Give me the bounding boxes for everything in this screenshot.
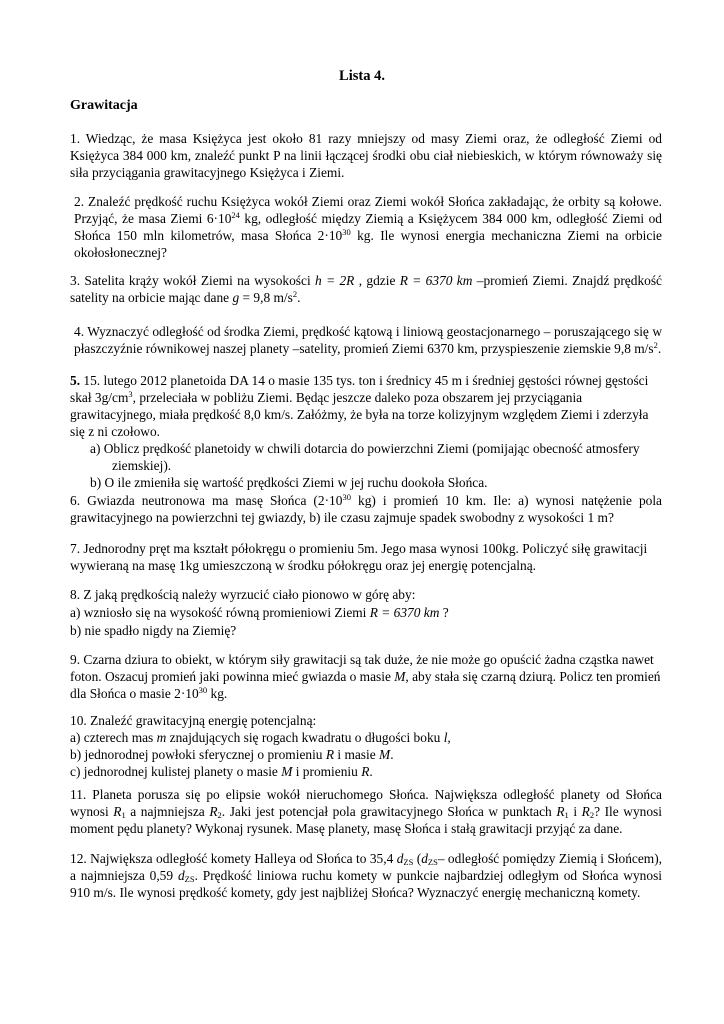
problem-3 — [70, 272, 662, 306]
problem-11-line-1: 11. Planeta porusza się po elipsie wokół nieruchomego Słońca. Największa odległość planety od Słońca — [70, 787, 662, 802]
problem-1-line-3: siła przyciągania grawitacyjnego Księżyca i Ziemi. — [70, 165, 345, 180]
problem-5 — [70, 372, 662, 440]
problem-1 — [70, 130, 662, 181]
problem-7-line-2: wywieraną na masę 1kg umieszczoną w środku półokręgu oraz jej energię potencjalną. — [70, 558, 537, 573]
problem-10-line-1: 10. Znaleźć grawitacyjną energię potencjalną: — [70, 713, 317, 728]
problem-5-line-3: grawitacyjnego, miała prędkość 8,0 km/s. Załóżmy, że była na torze kolizyjnym względem Ziemi i zderzyła — [70, 407, 649, 422]
problem-2-line-4: okołosłonecznej? — [74, 245, 167, 260]
problem-9-line-3: dla Słońca o masie $2\cdot 10^{30}$ kg. — [70, 685, 228, 701]
math-earth-radius: R = 6370 km — [399, 273, 473, 288]
problem-4-line-1: 4. Wyznaczyć odległość od środka Ziemi, prędkość kątową i liniową geostacjonarnego – poruszającego się w — [74, 324, 662, 339]
problem-9 — [70, 651, 662, 702]
problem-12-line-2: a najmniejsza 0,59 $d_{ZS}$. Prędkość liniowa ruchu komety w punkcie najbardziej odległym od Słońca wynosi — [70, 868, 662, 884]
problem-10 — [70, 712, 662, 780]
problem-10-item-a: a) czterech mas m znajdujących się rogach kwadratu o długości boku l, — [70, 730, 451, 745]
problem-3-line-1: 3. Satelita krąży wokół Ziemi na wysokości h = 2R , gdzie R = 6370 km –promień Ziemi. Znajdź prędkość — [70, 273, 662, 288]
problem-8-line-3: b) nie spadło nigdy na Ziemię? — [70, 623, 237, 638]
problem-1-line-2: Księżyca 384 000 km, znaleźć punkt P na linii łączącej środki obu ciał niebieskich, w którym równoważy się — [70, 148, 662, 163]
section-heading: Grawitacja — [70, 98, 138, 113]
math-earth-radius: R = 6370 km — [369, 605, 440, 620]
problem-2-line-2: Przyjąć, że masa Ziemi $6\cdot 10^{24}$ kg, odległość między Ziemią a Księżycem 384 000 km, odległość Ziemi od — [74, 210, 662, 226]
problem-10-item-b: b) jednorodnej powłoki sferycznej o promieniu R i masie M. — [70, 747, 394, 762]
problem-8-line-2: a) wzniosło się na wysokość równą promieniowi Ziemi R = 6370 km ? — [70, 605, 449, 620]
problem-5-item-b: b) O ile zmieniła się wartość prędkości Ziemi w jej ruchu dookoła Słońca. — [90, 475, 488, 490]
problem-7-line-1: 7. Jednorodny pręt ma kształt półokręgu o promieniu 5m. Jego masa wynosi 100kg. Policzyć siłę grawitacji — [70, 541, 648, 556]
problem-8-line-1: 8. Z jaką prędkością należy wyrzucić ciało pionowo w górę aby: — [70, 587, 416, 602]
problem-5-line-4: się z ni czołowo. — [70, 424, 160, 439]
problem-6-line-1: 6. Gwiazda neutronowa ma masę Słońca ($2\cdot 10^{30}$ kg) i promień 10 km. Ile: a) wynosi natężenie pola — [70, 492, 662, 508]
problem-5-item-a-cont: ziemskiej). — [112, 458, 172, 473]
problem-12-line-1: 12. Największa odległość komety Halleya od Słońca to 35,4 $d_{ZS}$ ($d_{ZS}-$ odległość pomiędzy Ziemią i Słońcem), — [70, 851, 663, 867]
problem-1-line-1: 1. Wiedząc, że masa Księżyca jest około 81 razy mniejszy od masy Ziemi oraz, że odległość Ziemi od — [70, 131, 662, 146]
problem-4 — [74, 323, 662, 357]
problem-2-line-1: 2. Znaleźć prędkość ruchu Księżyca wokół Ziemi oraz Ziemi wokół Słońca zakładając, że orbity są kołowe. — [74, 194, 662, 209]
problem-5-line-2: skał $3g/cm^3$, przeleciała w pobliżu Ziemi. Będąc jeszcze daleko poza obszarem jej przyciągania — [70, 389, 583, 405]
problem-5-line-1: 5. 15. lutego 2012 planetoida DA 14 o masie 135 tys. ton i średnicy 45 m i średniej gęstości równej gęstości — [70, 373, 649, 388]
problem-9-line-2: foton. Oszacuj promień jaki powinna mieć gwiazda o masie M, aby stała się czarną dziurą. Policz ten promień — [70, 669, 661, 684]
problem-6-line-2: grawitacyjnego na powierzchni tej gwiazdy, b) ile czasu zajmuje spadek swobodny z wysokości 1 m? — [70, 510, 614, 525]
problem-6 — [70, 492, 662, 526]
problem-11 — [70, 786, 662, 837]
problem-2-line-3: Słońca 150 mln kilometrów, masa Słońca $2\cdot 10^{30}$ kg. Ile wynosi energia mechaniczna Ziemi na orbicie — [74, 227, 662, 243]
page-title: Lista 4. — [339, 68, 385, 84]
problem-5-item-a: a) Oblicz prędkość planetoidy w chwili dotarcia do powierzchni Ziemi (pomijając obecność atmosfery — [90, 441, 640, 456]
problem-10-item-c: c) jednorodnej kulistej planety o masie M i promieniu R. — [70, 764, 373, 779]
problem-3-line-2: satelity na orbicie mając dane g = 9,8 $m/s^2$. — [70, 289, 301, 305]
math-h-equals-2R: h = 2R — [315, 273, 355, 288]
problem-12 — [70, 850, 662, 901]
problem-12-line-3: 910 m/s. Ile wynosi prędkość komety, gdy jest najbliżej Słońca? Wyznaczyć energię mechaniczną komety. — [70, 885, 641, 900]
problem-7 — [70, 540, 662, 574]
problem-11-line-2: wynosi $R_1$ a najmniejsza $R_2$. Jaki jest potencjał pola grawitacyjnego Słońca w punktach $R_1$ i $R_2$? Ile wynosi — [70, 804, 662, 820]
problem-5-subitems — [90, 440, 662, 491]
problem-8 — [70, 586, 662, 639]
problem-9-line-1: 9. Czarna dziura to obiekt, w którym siły grawitacji są tak duże, że nie może go opuścić żadna cząstka nawet — [70, 652, 654, 667]
problem-2 — [74, 193, 662, 261]
problem-11-line-3: moment pędu planety? Wykonaj rysunek. Masę planety, masę Słońca i stałą grawitacji przyjąć za dane. — [70, 821, 623, 836]
problem-4-line-2: płaszczyźnie równikowej naszej planety –satelity, promień Ziemi 6370 km, przyspieszenie ziemskie 9,8 $m/s^2$. — [74, 340, 662, 356]
